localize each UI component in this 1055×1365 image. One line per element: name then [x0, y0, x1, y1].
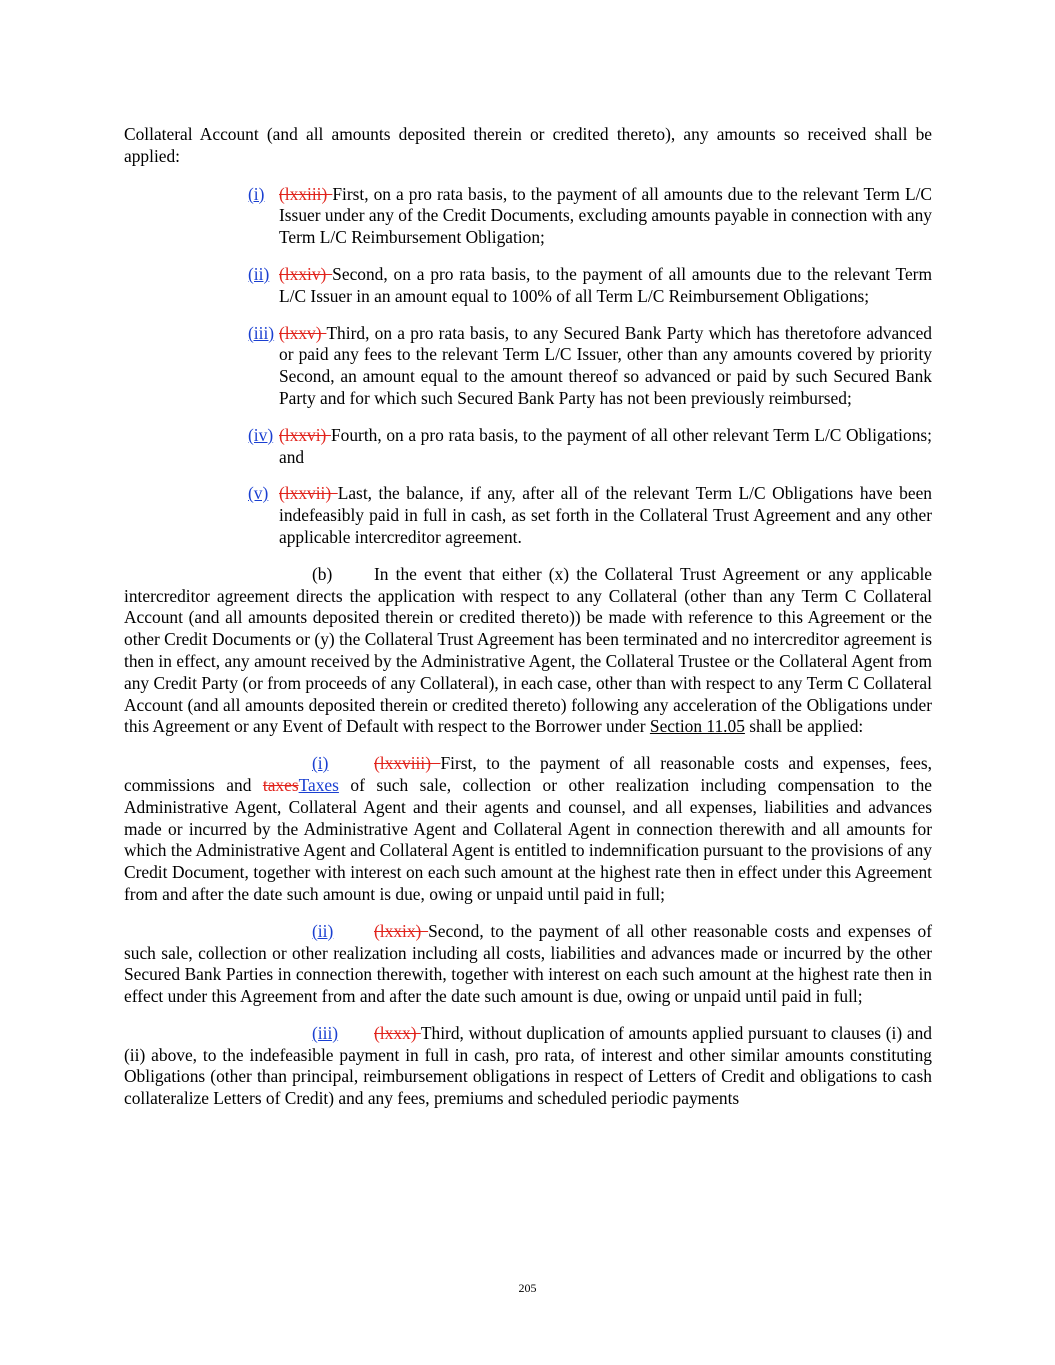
item-text-continued: of such sale, collection or other realization including compensation to the Administrative Agent, Collateral Agent and their agents and counsel, and all expenses, liabilities and advances made or incurred by the Administrative Agent and Collateral Agent in connection therewith and all amounts for which the Administrative Agent and Collateral Agent is entitled to indemnification pursuant to the provisions of any Credit Document, together with interest on each such amount at the highest rate then in effect under this Agreement from and after the date such amount is due, owing or unpaid until paid in full; [124, 774, 932, 904]
page-number: 205 [518, 1281, 537, 1295]
list-item [248, 184, 932, 249]
deleted-number: (lxxiii) [279, 183, 333, 204]
item-text: Third, on a pro rata basis, to any Secured Bank Party which has theretofore advanced or paid any fees to the relevant Term L/C Issuer, other than any amounts covered by priority Second, an amount equal to the amount thereof so advanced or paid by such Secured Bank Party and for which such Secured Bank Party has not been previously reimbursed; [279, 322, 932, 408]
list-item [248, 483, 932, 548]
list-item [248, 323, 932, 410]
item-text: Last, the balance, if any, after all of the relevant Term L/C Obligations have been indefeasibly paid in full in cash, as set forth in the Collateral Trust Agreement and any other applicable intercreditor agreement. [279, 483, 932, 547]
item-text: Fourth, on a pro rata basis, to the payment of all other relevant Term L/C Obligations; and [279, 424, 932, 467]
intro-paragraph: Collateral Account (and all amounts deposited therein or credited thereto), any amounts so received shall be applied: [124, 124, 932, 166]
item-text: Second, to the payment of all other reasonable costs and expenses of such sale, collection or other realization including all costs, liabilities and advances made or incurred by the other Secured Bank Parties in connection therewith, together with interest on each such amount at the highest rate then in effect under this Agreement from and after the date such amount is due, owing or unpaid until paid in full; [124, 920, 932, 1007]
deleted-number: (lxxvii) [279, 483, 338, 504]
section-reference: Section 11.05 [649, 716, 745, 737]
item-text: Second, on a pro rata basis, to the payment of all amounts due to the relevant Term L/C Issuer in an amount equal to 100% of all Term L/C Reimbursement Obligations; [279, 263, 932, 306]
item-number: (ii) [312, 920, 334, 941]
item-number: (iii) [312, 1022, 339, 1043]
list-item [124, 1023, 932, 1110]
item-number: (iv) [248, 424, 274, 445]
list-item [124, 921, 932, 1008]
deleted-number: (lxxix) [374, 920, 429, 941]
deleted-word: taxes [262, 774, 299, 795]
list-item [248, 264, 932, 308]
deleted-number: (lxxvi) [279, 424, 331, 445]
deleted-number: (lxxv) [279, 322, 327, 343]
item-number: (i) [248, 183, 265, 204]
paragraph-b-tail: shall be applied: [744, 716, 864, 737]
document-page [124, 124, 932, 1125]
item-text: Third, without duplication of amounts applied pursuant to clauses (i) and (ii) above, to the indefeasible payment in full in cash, pro rata, of interest and other similar amounts constituting Obligations (other than principal, reimbursement obligations in respect of Letters of Credit and obligations to cash collateralize Letters of Credit) and any fees, premiums and scheduled periodic payments [124, 1022, 932, 1109]
item-number: (iii) [248, 322, 275, 343]
inserted-word: Taxes [298, 774, 339, 795]
item-text: First, to the payment of all reasonable costs and expenses, fees, commissions and [124, 753, 932, 795]
list-item [124, 753, 932, 906]
paragraph-label: (b) [312, 563, 333, 584]
paragraph-b [124, 564, 932, 738]
item-number: (i) [312, 753, 329, 774]
deleted-number: (lxxx) [374, 1022, 421, 1043]
list-item [248, 425, 932, 469]
deleted-number: (lxxviii) [374, 753, 441, 774]
deleted-number: (lxxiv) [279, 263, 333, 284]
item-text: First, on a pro rata basis, to the payment of all amounts due to the relevant Term L/C Issuer under any of the Credit Documents, excluding amounts payable in connection with any Term L/C Reimbursement Obligation; [279, 183, 932, 248]
paragraph-b-text: In the event that either (x) the Collateral Trust Agreement or any applicable intercreditor agreement directs the application with respect to any Collateral (other than any Term C Collateral Account (and all amounts deposited therein or credited thereto)) be made with reference to this Agreement or the other Credit Documents or (y) the Collateral Trust Agreement has been terminated and no intercreditor agreement is then in effect, any amount received by the Administrative Agent, the Collateral Trustee or the Collateral Agent from any Credit Party (or from proceeds of any Collateral), in each case, other than with respect to any Term C Collateral Account (and all amounts deposited therein or credited thereto) following any acceleration of the Obligations under this Agreement or any Event of Default with respect to the Borrower under [124, 563, 932, 737]
item-number: (v) [248, 483, 269, 504]
item-number: (ii) [248, 263, 270, 284]
